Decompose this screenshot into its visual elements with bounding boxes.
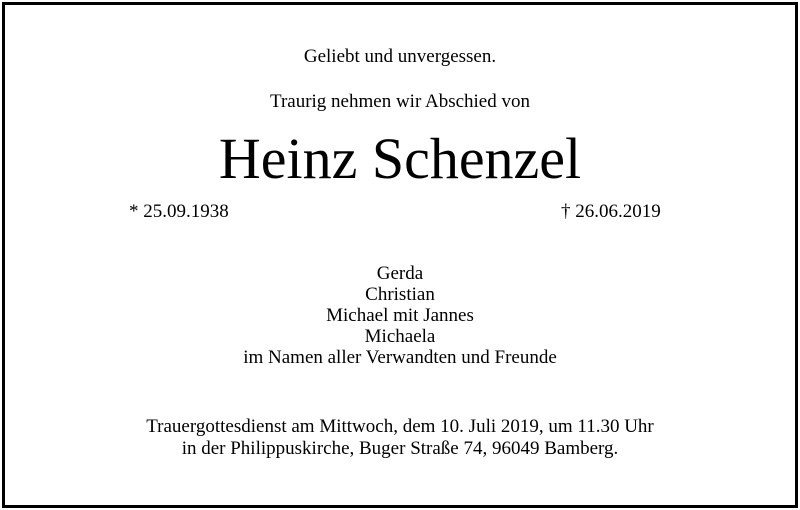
mourner-name: Christian [365,284,435,305]
mourners-list [5,263,795,368]
deceased-name: Heinz Schenzel [218,126,582,191]
mourner-name: Michael mit Jannes [326,305,474,326]
service-time: Trauergottesdienst am Mittwoch, dem 10. Juli 2019, um 11.30 Uhr [146,416,654,437]
opening-line: Geliebt und unvergessen. [303,46,497,67]
service-details [5,416,795,460]
service-location: in der Philippuskirche, Buger Straße 74, 96049 Bamberg. [181,438,619,459]
mourner-name: Gerda [376,263,424,284]
obituary-frame [2,2,798,508]
mourner-name: Michaela [364,326,436,347]
death-date: † 26.06.2019 [561,201,661,222]
birth-date: * 25.09.1938 [129,201,229,222]
intro-line: Traurig nehmen wir Abschied von [270,91,530,112]
mourner-closing: im Namen aller Verwandten und Freunde [243,347,557,368]
